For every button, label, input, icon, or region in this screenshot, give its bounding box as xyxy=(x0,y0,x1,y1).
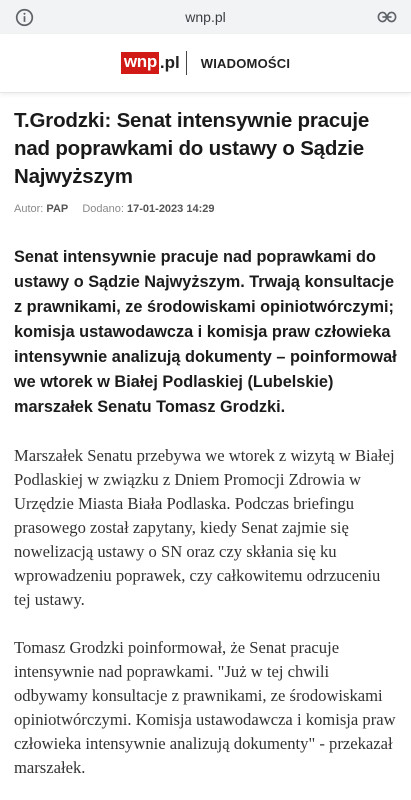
article-title: T.Grodzki: Senat intensywnie pracuje nad poprawkami do ustawy o Sądzie Najwyższym xyxy=(14,109,370,188)
date-label: Dodano: xyxy=(82,203,124,215)
link-icon[interactable] xyxy=(377,7,397,27)
article-lead: Senat intensywnie pracuje nad poprawkami do ustawy o Sądzie Najwyższym. Trwają konsultacje z prawnikami, ze środowiskami opiniotwórczymi; komisja ustawodawcza i komisja praw człowieka intensywnie analizują dokumenty – poinformował we wtorek w Białej Podlaskiej (Lubelskie) marszałek Senatu Tomasz Grodzki. xyxy=(14,248,397,416)
article xyxy=(0,107,411,780)
section-label[interactable]: WIADOMOŚCI xyxy=(200,55,291,71)
author-label: Autor: xyxy=(14,203,44,215)
article-paragraph: Marszałek Senatu przebywa we wtorek z wizytą w Białej Podlaskiej w związku z Dniem Promocji Zdrowia w Urzędzie Miasta Biała Podlaska. Podczas briefingu prasowego został zapytany, kiedy Senat zajmie się nowelizacją ustawy o SN oraz czy skłania się ku wprowadzeniu poprawek, czy całkowitemu odrzuceniu tej ustawy. xyxy=(14,446,395,609)
logo-domain: .pl xyxy=(159,53,180,72)
publish-date: 17-01-2023 14:29 xyxy=(127,203,215,215)
author-name: PAP xyxy=(46,203,69,215)
article-paragraph: Tomasz Grodzki poinformował, że Senat pracuje intensywnie nad poprawkami. "Już w tej chwili odbywamy konsultacje z prawnikami, ze środowiskami opiniotwórczymi. Komisja ustawodawcza i komisja praw człowieka intensywnie analizują dokumenty" - przekazał marszałek. xyxy=(14,638,396,777)
logo-divider xyxy=(186,51,187,75)
browser-url-bar xyxy=(0,0,411,34)
url-text[interactable]: wnp.pl xyxy=(185,9,226,25)
logo-mark: wnp xyxy=(121,52,159,74)
site-header xyxy=(0,34,411,93)
site-logo[interactable] xyxy=(121,52,180,74)
info-icon[interactable] xyxy=(14,7,34,27)
article-meta xyxy=(14,203,397,215)
